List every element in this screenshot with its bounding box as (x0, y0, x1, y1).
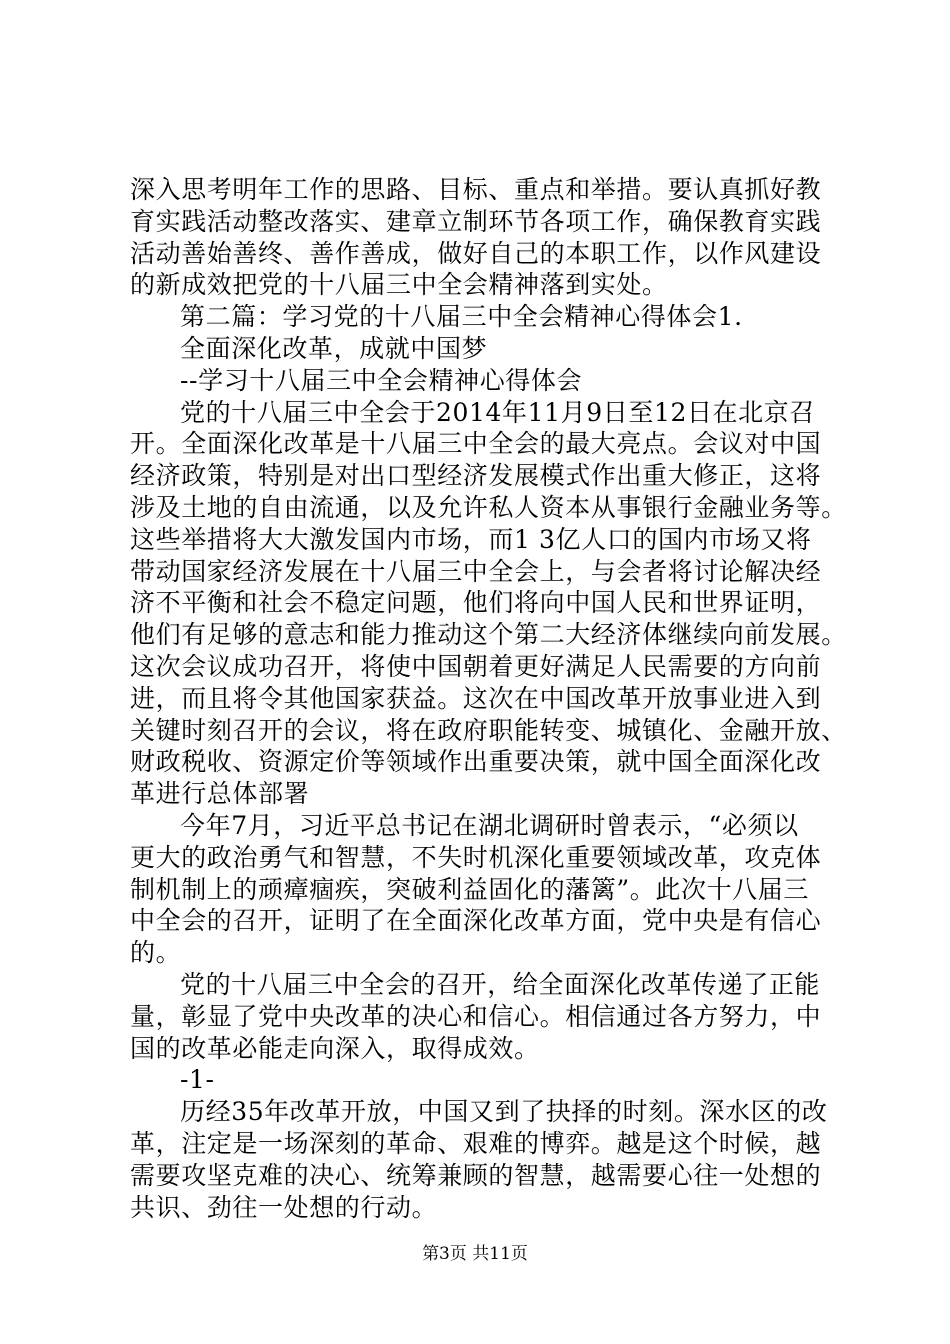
page-footer: 第3页 共11页 (422, 1244, 528, 1264)
text-line: 育实践活动整改落实、建章立制环节各项工作，确保教育实践 (130, 206, 822, 236)
text-line: 开。全面深化改革是十八届三中全会的最大亮点。会议对中国 (130, 429, 822, 459)
text-line: 革，注定是一场深刻的革命、艰难的博弈。越是这个时候，越 (130, 1128, 822, 1158)
document-body (130, 174, 847, 1223)
text-line: 中全会的召开，证明了在全面深化改革方面，党中央是有信心 (130, 906, 822, 936)
text-line: 革进行总体部署 (130, 779, 310, 809)
text-line: 深入思考明年工作的思路、目标、重点和举措。要认真抓好教 (130, 175, 822, 204)
text-line: 经济政策，特别是对出口型经济发展模式作出重大修正，这将 (130, 461, 822, 491)
text-line: 带动国家经济发展在十八届三中全会上，与会者将讨论解决经 (130, 556, 822, 586)
text-line: 制机制上的顽瘴痼疾，突破利益固化的藩篱”。此次十八届三 (130, 874, 809, 904)
text-line: 共识、劲往一处想的行动。 (130, 1192, 438, 1222)
text-line: 济不平衡和社会不稳定问题，他们将向中国人民和世界证明， (130, 588, 822, 618)
text-line: 需要攻坚克难的决心、统筹兼顾的智慧，越需要心往一处想的 (130, 1160, 822, 1190)
text-line: 进，而且将令其他国家获益。这次在中国改革开放事业进入到 (130, 683, 822, 713)
text-line: 第二篇：学习党的十八届三中全会精神心得体会1. (180, 302, 743, 332)
text-line: 量，彰显了党中央改革的决心和信心。相信通过各方努力，中 (130, 1001, 822, 1031)
text-line: -1- (180, 1065, 215, 1095)
text-line: 他们有足够的意志和能力推动这个第二大经济体继续向前发展。 (130, 620, 847, 650)
text-line: 涉及土地的自由流通，以及允许私人资本从事银行金融业务等。 (130, 492, 847, 522)
text-line: 的新成效把党的十八届三中全会精神落到实处。 (130, 270, 668, 300)
text-line: 更大的政治勇气和智慧，不失时机深化重要领域改革，攻克体 (130, 842, 822, 872)
text-line: 关键时刻召开的会议，将在政府职能转变、城镇化、金融开放、 (130, 715, 847, 745)
text-line: 党的十八届三中全会于2014年11月9日至12日在北京召 (180, 397, 815, 427)
text-line: 这次会议成功召开，将使中国朝着更好满足人民需要的方向前 (130, 651, 822, 681)
text-line: 这些举措将大大激发国内市场，而1 3亿人口的国内市场又将 (130, 524, 812, 554)
text-line: 党的十八届三中全会的召开，给全面深化改革传递了正能 (180, 969, 821, 999)
text-line: 历经35年改革开放，中国又到了抉择的时刻。深水区的改 (180, 1097, 828, 1127)
text-line: 的。 (130, 938, 182, 968)
text-line: 全面深化改革，成就中国梦 (180, 333, 488, 363)
text-line: 国的改革必能走向深入，取得成效。 (130, 1033, 540, 1063)
text-line: 活动善始善终、善作善成，做好自己的本职工作，以作风建设 (130, 238, 822, 268)
text-line: 财政税收、资源定价等领域作出重要决策，就中国全面深化改 (130, 747, 822, 777)
text-line: 今年7月，习近平总书记在湖北调研时曾表示，“必须以 (180, 810, 799, 840)
text-line: --学习十八届三中全会精神心得体会 (180, 365, 583, 395)
